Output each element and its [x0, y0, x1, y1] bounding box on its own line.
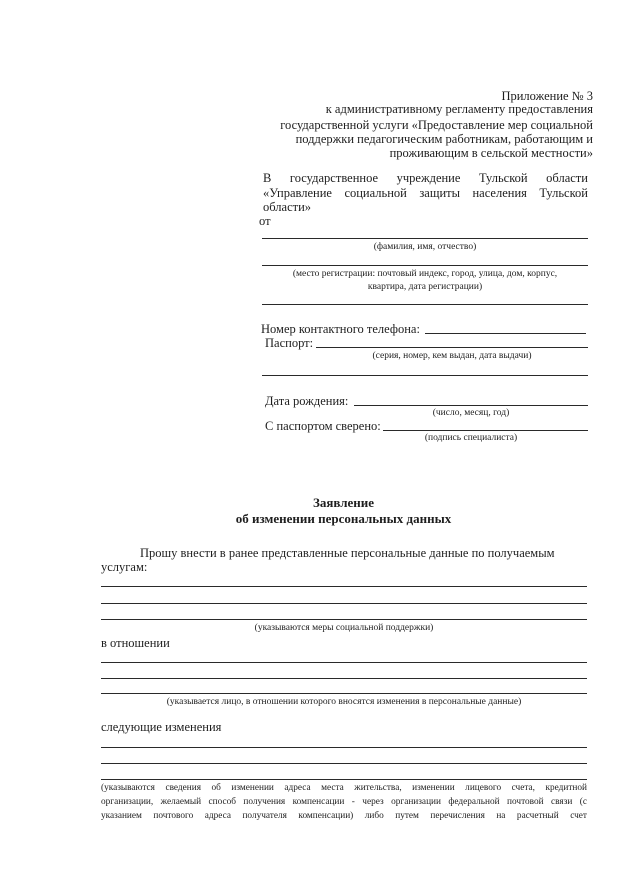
address-line-2	[262, 304, 588, 305]
fio-caption: (фамилия, имя, отчество)	[373, 242, 477, 252]
birth-label: Дата рождения:	[265, 394, 349, 408]
addressee-line-1: В государственное учреждение Тульской области	[263, 171, 588, 185]
phone-label: Номер контактного телефона:	[261, 322, 420, 336]
appendix-line: проживающим в сельской местности»	[389, 146, 593, 160]
passport-line	[316, 347, 588, 348]
addressee-line-3: области»	[263, 200, 312, 214]
measures-line	[101, 603, 587, 604]
changes-caption: (указываются сведения об изменении адреса места жительства, изменении лицевого счета, кредитной	[101, 783, 587, 793]
application-subtitle: об изменении персональных данных	[235, 511, 452, 526]
birth-caption: (число, месяц, год)	[432, 408, 510, 418]
appendix-number: Приложение № 3	[501, 89, 593, 103]
addressee-line-2: «Управление социальной защиты населения Тульской	[263, 186, 588, 200]
passport-caption: (серия, номер, кем выдан, дата выдачи)	[372, 351, 532, 361]
person-line	[101, 662, 587, 663]
appendix-line: государственной услуги «Предоставление мер социальной	[280, 118, 593, 132]
birth-line	[354, 405, 588, 406]
person-line	[101, 678, 587, 679]
phone-line	[425, 333, 586, 334]
fio-line	[262, 238, 588, 239]
verified-caption: (подпись специалиста)	[424, 433, 518, 443]
changes-line	[101, 779, 587, 780]
passport-label: Паспорт:	[265, 336, 314, 350]
measures-line	[101, 586, 587, 587]
measures-line	[101, 619, 587, 620]
regarding-label: в отношении	[101, 636, 170, 650]
changes-line	[101, 747, 587, 748]
address-caption: квартира, дата регистрации)	[367, 282, 483, 292]
intro-line-2: услугам:	[101, 560, 148, 574]
passport-line-2	[262, 375, 588, 376]
address-line	[262, 265, 588, 266]
verified-label: С паспортом сверено:	[265, 419, 381, 433]
person-caption: (указывается лицо, в отношении которого вносятся изменения в персональные данные)	[166, 697, 522, 707]
appendix-line: к административному регламенту предоставления	[325, 102, 593, 116]
application-title: Заявление	[312, 495, 375, 510]
changes-caption: организации, желаемый способ получения компенсации - через организации федеральной почтовой связи (с	[101, 797, 587, 807]
from-label: от	[259, 214, 271, 228]
intro-line-1: Прошу внести в ранее представленные персональные данные по получаемым	[140, 546, 555, 560]
changes-label: следующие изменения	[101, 720, 222, 734]
changes-caption: указанием почтового адреса получателя компенсации) либо путем перечисления на расчетный счет	[101, 811, 587, 821]
address-caption: (место регистрации: почтовый индекс, город, улица, дом, корпус,	[292, 269, 558, 279]
person-line	[101, 693, 587, 694]
measures-caption: (указываются меры социальной поддержки)	[254, 623, 434, 633]
appendix-line: поддержки педагогическим работникам, работающим и	[295, 132, 593, 146]
verified-line	[383, 430, 588, 431]
changes-line	[101, 763, 587, 764]
